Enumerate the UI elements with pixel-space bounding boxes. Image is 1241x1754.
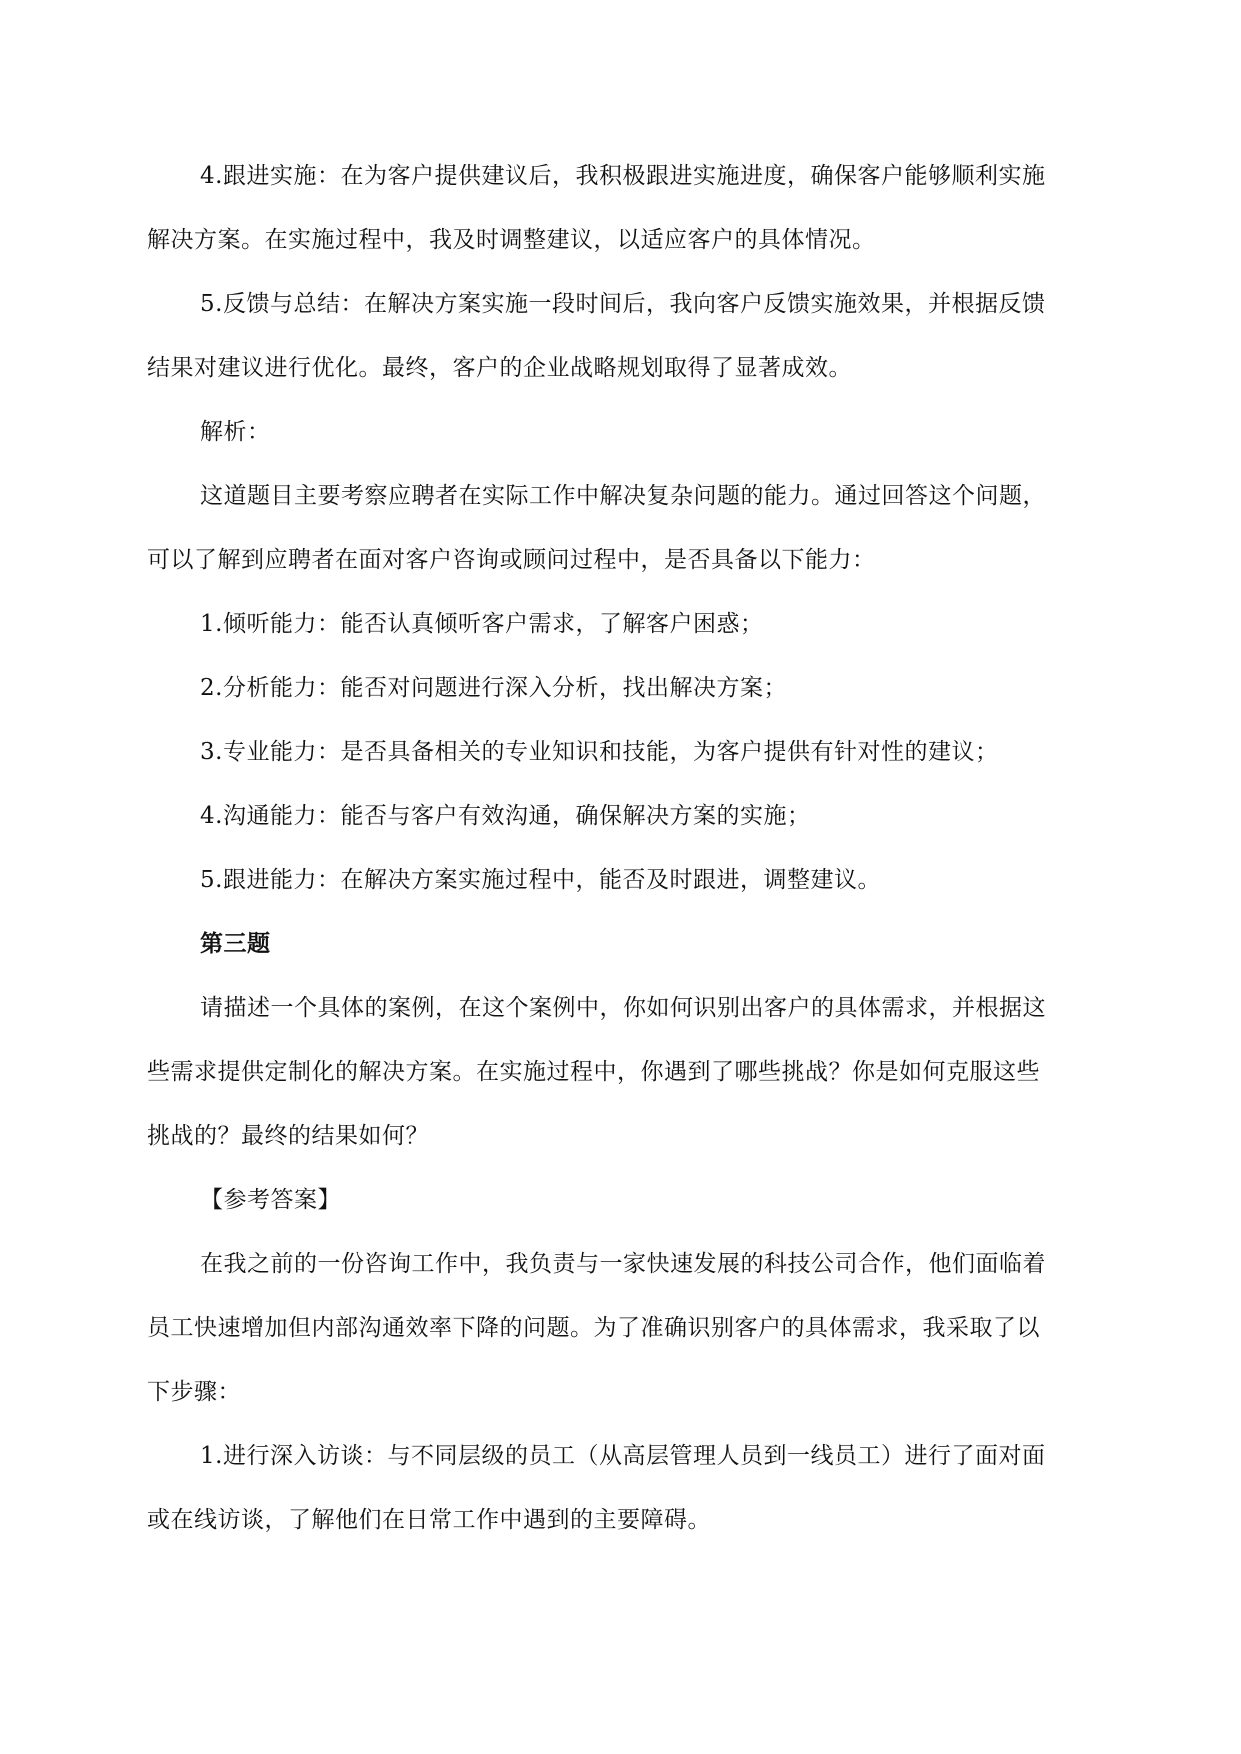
paragraph-follow-up-implementation: [147, 144, 1090, 272]
paragraph-interviews: [147, 1424, 1090, 1552]
text-line: 挑战的？最终的结果如何？: [147, 1123, 429, 1149]
list-item-professional: 3.专业能力：是否具备相关的专业知识和技能，为客户提供有针对性的建议；: [200, 739, 999, 765]
paragraph-question: [147, 976, 1090, 1168]
text-line: 4.跟进实施：在为客户提供建议后，我积极跟进实施进度，确保客户能够顺利实施: [200, 163, 1046, 189]
section-heading: 第三题: [200, 930, 271, 957]
text-line: 结果对建议进行优化。最终，客户的企业战略规划取得了显著成效。: [147, 355, 852, 381]
text-line: 员工快速增加但内部沟通效率下降的问题。为了准确识别客户的具体需求，我采取了以: [147, 1315, 1040, 1341]
text-line: 可以了解到应聘者在面对客户咨询或顾问过程中，是否具备以下能力：: [147, 547, 876, 573]
paragraph-answer-intro: [147, 1232, 1090, 1424]
paragraph-analysis-intro: [147, 464, 1090, 592]
reference-answer-label: 【参考答案】: [200, 1187, 341, 1213]
list-item-communication: 4.沟通能力：能否与客户有效沟通，确保解决方案的实施；: [200, 803, 811, 829]
text-line: 1.进行深入访谈：与不同层级的员工（从高层管理人员到一线员工）进行了面对面: [200, 1443, 1046, 1469]
paragraph-feedback-summary: [147, 272, 1090, 400]
document-body: [147, 144, 1090, 1552]
text-line: 请描述一个具体的案例，在这个案例中，你如何识别出客户的具体需求，并根据这: [200, 995, 1046, 1021]
text-line: 5.反馈与总结：在解决方案实施一段时间后，我向客户反馈实施效果，并根据反馈: [200, 291, 1046, 317]
text-line: 在我之前的一份咨询工作中，我负责与一家快速发展的科技公司合作，他们面临着: [200, 1251, 1046, 1277]
list-item-listening: 1.倾听能力：能否认真倾听客户需求，了解客户困惑；: [200, 611, 764, 637]
list-item-analysis: 2.分析能力：能否对问题进行深入分析，找出解决方案；: [200, 675, 787, 701]
text-line: 解决方案。在实施过程中，我及时调整建议，以适应客户的具体情况。: [147, 227, 876, 253]
text-line: 这道题目主要考察应聘者在实际工作中解决复杂问题的能力。通过回答这个问题，: [200, 483, 1046, 509]
paragraph-analysis-label: 解析：: [200, 419, 271, 445]
text-line: 下步骤：: [147, 1379, 241, 1405]
text-line: 些需求提供定制化的解决方案。在实施过程中，你遇到了哪些挑战？你是如何克服这些: [147, 1059, 1040, 1085]
list-item-follow-up: 5.跟进能力：在解决方案实施过程中，能否及时跟进，调整建议。: [200, 867, 881, 893]
text-line: 或在线访谈，了解他们在日常工作中遇到的主要障碍。: [147, 1507, 711, 1533]
